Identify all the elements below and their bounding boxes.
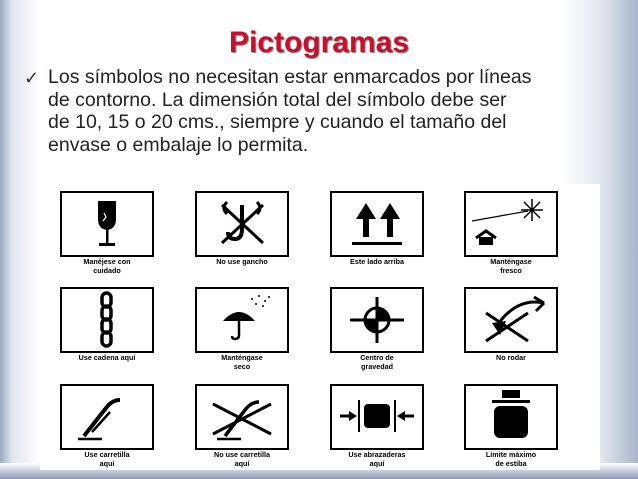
paragraph-line-3: de 10, 15 o 20 cms., siempre y cuando el tamaño del xyxy=(48,111,507,133)
no-hand-truck-icon xyxy=(195,384,289,450)
paragraph-text xyxy=(48,66,624,156)
clamp-here-icon xyxy=(330,384,424,450)
pictogram-caption: Este lado arriba xyxy=(350,257,404,266)
this-side-up-icon xyxy=(330,191,424,257)
paragraph-line-2: de contorno. La dimensión total del símbolo debe ser xyxy=(48,88,507,111)
bullet-paragraph xyxy=(24,66,624,156)
keep-cool-icon xyxy=(464,191,558,257)
pictogram-caption: Manténgase fresco xyxy=(490,257,532,275)
pictogram-caption: Centro de gravedad xyxy=(360,353,394,371)
umbrella-icon xyxy=(195,287,289,353)
fragile-glass-icon xyxy=(60,191,154,257)
pictogram-grid xyxy=(40,184,600,470)
pictogram-caption: No use carretilla aquí xyxy=(214,450,270,468)
slide-title: Pictogramas xyxy=(228,26,410,59)
pictogram-caption: Use abrazaderas aquí xyxy=(348,450,406,468)
pictogram-caption: Manéjese con cuidado xyxy=(83,257,131,275)
do-not-roll-icon xyxy=(464,287,558,353)
center-of-gravity-icon xyxy=(330,287,424,353)
pictogram-caption: Manténgase seco xyxy=(221,353,263,371)
paragraph-line-4: envase o embalaje lo permita. xyxy=(48,133,309,156)
pictogram-caption: No use gancho xyxy=(216,257,268,266)
stacking-limit-icon xyxy=(464,384,558,450)
pictogram-caption: Use cadena aquí xyxy=(78,353,136,362)
no-hook-icon xyxy=(195,191,289,257)
pictogram-caption: Use carretilla aquí xyxy=(84,450,130,468)
pictogram-caption: No rodar xyxy=(496,353,526,362)
chain-icon xyxy=(60,287,154,353)
hand-truck-icon xyxy=(60,384,154,450)
paragraph-line-1: Los símbolos no necesitan estar enmarcados por líneas xyxy=(48,66,532,88)
checkmark-icon: ✓ xyxy=(24,68,40,88)
pictogram-caption: Límite máximo de estiba xyxy=(485,450,537,468)
